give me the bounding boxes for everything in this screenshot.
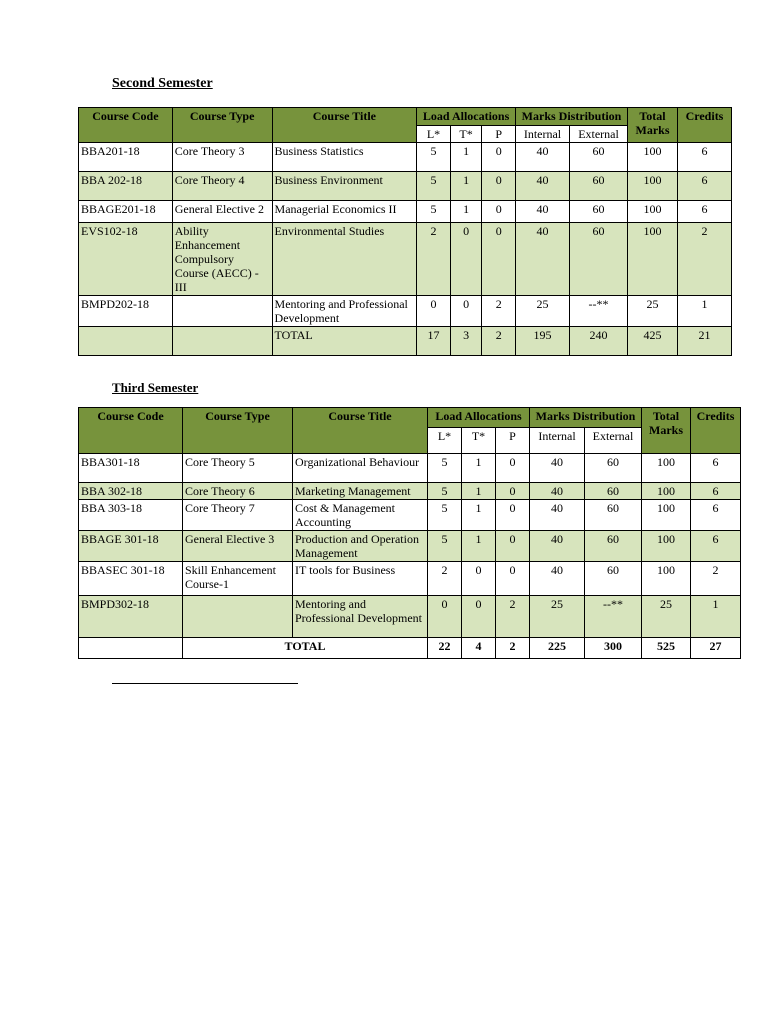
course-title: IT tools for Business	[293, 562, 428, 596]
internal-marks: 25	[516, 296, 570, 327]
practical-hours: 2	[482, 296, 516, 327]
tutorial-hours: 0	[450, 223, 482, 296]
total-credits: 21	[677, 327, 731, 356]
lecture-hours: 5	[428, 500, 462, 531]
course-type	[172, 296, 272, 327]
course-title: Mentoring and Professional Development	[293, 596, 428, 638]
course-title: Managerial Economics II	[272, 201, 417, 223]
lecture-hours: 2	[428, 562, 462, 596]
internal-marks: 40	[516, 201, 570, 223]
tutorial-hours: 1	[450, 201, 482, 223]
third-semester-table	[78, 407, 741, 659]
lecture-hours: 0	[428, 596, 462, 638]
practical-hours: 0	[482, 223, 516, 296]
course-code: BBAGE 301-18	[79, 531, 183, 562]
credits: 6	[677, 143, 731, 172]
header-internal: Internal	[516, 126, 570, 143]
table-row	[79, 531, 741, 562]
header-total-marks: Total Marks	[628, 108, 678, 143]
header-row	[79, 408, 741, 428]
course-title: Marketing Management	[293, 483, 428, 500]
tutorial-hours: 1	[462, 483, 496, 500]
lecture-hours: 5	[428, 454, 462, 483]
grand-total-marks: 425	[628, 327, 678, 356]
total-marks: 100	[642, 483, 691, 500]
internal-marks: 40	[516, 143, 570, 172]
total-marks: 100	[628, 201, 678, 223]
course-type: General Elective 3	[183, 531, 293, 562]
credits: 6	[691, 500, 741, 531]
table-row	[79, 562, 741, 596]
course-title: Cost & Management Accounting	[293, 500, 428, 531]
total-marks: 100	[642, 500, 691, 531]
credits: 6	[691, 454, 741, 483]
total-marks: 100	[628, 223, 678, 296]
course-type: Core Theory 5	[183, 454, 293, 483]
course-type: Core Theory 7	[183, 500, 293, 531]
table-row	[79, 500, 741, 531]
table-row	[79, 143, 732, 172]
total-label: TOTAL	[272, 327, 417, 356]
course-type: Core Theory 6	[183, 483, 293, 500]
lecture-hours: 5	[417, 172, 451, 201]
internal-marks: 40	[530, 531, 585, 562]
external-marks: 60	[585, 531, 642, 562]
practical-hours: 0	[496, 500, 530, 531]
total-practical-hours: 2	[496, 638, 530, 659]
course-title: Business Environment	[272, 172, 417, 201]
credits: 1	[691, 596, 741, 638]
lecture-hours: 2	[417, 223, 451, 296]
lecture-hours: 5	[417, 201, 451, 223]
course-code: BBA 202-18	[79, 172, 173, 201]
header-load-allocations: Load Allocations	[428, 408, 530, 428]
course-code: EVS102-18	[79, 223, 173, 296]
table-row	[79, 223, 732, 296]
header-p: P	[496, 428, 530, 454]
header-credits: Credits	[677, 108, 731, 143]
course-type: Core Theory 4	[172, 172, 272, 201]
practical-hours: 0	[496, 531, 530, 562]
header-load-allocations: Load Allocations	[417, 108, 516, 126]
total-marks: 100	[642, 562, 691, 596]
header-course-type: Course Type	[183, 408, 293, 454]
credits: 2	[677, 223, 731, 296]
table-row	[79, 596, 741, 638]
header-course-type: Course Type	[172, 108, 272, 143]
header-row	[79, 108, 732, 126]
external-marks: 60	[585, 500, 642, 531]
course-type: Skill Enhancement Course-1	[183, 562, 293, 596]
course-code: BBA 303-18	[79, 500, 183, 531]
header-marks-distribution: Marks Distribution	[516, 108, 628, 126]
total-row	[79, 327, 732, 356]
external-marks: --**	[585, 596, 642, 638]
total-marks: 25	[628, 296, 678, 327]
header-internal: Internal	[530, 428, 585, 454]
course-code: BMPD202-18	[79, 296, 173, 327]
header-external: External	[585, 428, 642, 454]
total-empty-cell	[79, 638, 183, 659]
course-title: Environmental Studies	[272, 223, 417, 296]
internal-marks: 40	[516, 223, 570, 296]
header-course-code: Course Code	[79, 108, 173, 143]
tutorial-hours: 0	[462, 562, 496, 596]
lecture-hours: 5	[428, 483, 462, 500]
total-marks: 100	[628, 143, 678, 172]
course-type: General Elective 2	[172, 201, 272, 223]
practical-hours: 0	[496, 562, 530, 596]
header-l: L*	[428, 428, 462, 454]
header-t: T*	[462, 428, 496, 454]
table-row	[79, 454, 741, 483]
course-code: BBASEC 301-18	[79, 562, 183, 596]
total-external-marks: 240	[569, 327, 627, 356]
practical-hours: 0	[482, 201, 516, 223]
total-empty-cell	[79, 327, 173, 356]
credits: 1	[677, 296, 731, 327]
course-code: BBAGE201-18	[79, 201, 173, 223]
table-row	[79, 172, 732, 201]
second-semester-table	[78, 107, 732, 356]
header-t: T*	[450, 126, 482, 143]
lecture-hours: 0	[417, 296, 451, 327]
course-title: Business Statistics	[272, 143, 417, 172]
course-type: Ability Enhancement Compulsory Course (AECC) - III	[172, 223, 272, 296]
total-credits: 27	[691, 638, 741, 659]
tutorial-hours: 0	[462, 596, 496, 638]
credits: 6	[691, 483, 741, 500]
table-row	[79, 296, 732, 327]
total-marks: 25	[642, 596, 691, 638]
credits: 2	[691, 562, 741, 596]
practical-hours: 0	[496, 454, 530, 483]
total-row	[79, 638, 741, 659]
tutorial-hours: 1	[462, 500, 496, 531]
header-credits: Credits	[691, 408, 741, 454]
course-code: BBA301-18	[79, 454, 183, 483]
credits: 6	[677, 172, 731, 201]
third-semester-heading: Third Semester	[112, 380, 199, 395]
external-marks: --**	[569, 296, 627, 327]
total-internal-marks: 225	[530, 638, 585, 659]
footnote-divider	[112, 683, 298, 684]
course-title: Mentoring and Professional Development	[272, 296, 417, 327]
header-p: P	[482, 126, 516, 143]
practical-hours: 0	[482, 143, 516, 172]
course-code: BBA 302-18	[79, 483, 183, 500]
header-total-marks: Total Marks	[642, 408, 691, 454]
course-title: Production and Operation Management	[293, 531, 428, 562]
second-semester-heading: Second Semester	[112, 76, 213, 91]
table-row	[79, 201, 732, 223]
credits: 6	[691, 531, 741, 562]
external-marks: 60	[569, 223, 627, 296]
total-label: TOTAL	[183, 638, 428, 659]
external-marks: 60	[569, 143, 627, 172]
total-lecture-hours: 22	[428, 638, 462, 659]
total-empty-cell	[172, 327, 272, 356]
practical-hours: 2	[496, 596, 530, 638]
header-external: External	[569, 126, 627, 143]
total-marks: 100	[642, 531, 691, 562]
header-marks-distribution: Marks Distribution	[530, 408, 642, 428]
course-code: BBA201-18	[79, 143, 173, 172]
internal-marks: 40	[530, 483, 585, 500]
external-marks: 60	[569, 172, 627, 201]
practical-hours: 0	[496, 483, 530, 500]
practical-hours: 0	[482, 172, 516, 201]
total-external-marks: 300	[585, 638, 642, 659]
external-marks: 60	[585, 483, 642, 500]
total-practical-hours: 2	[482, 327, 516, 356]
grand-total-marks: 525	[642, 638, 691, 659]
tutorial-hours: 0	[450, 296, 482, 327]
lecture-hours: 5	[417, 143, 451, 172]
header-course-code: Course Code	[79, 408, 183, 454]
lecture-hours: 5	[428, 531, 462, 562]
external-marks: 60	[585, 454, 642, 483]
internal-marks: 40	[530, 500, 585, 531]
header-course-title: Course Title	[272, 108, 417, 143]
course-title: Organizational Behaviour	[293, 454, 428, 483]
total-tutorial-hours: 3	[450, 327, 482, 356]
header-course-title: Course Title	[293, 408, 428, 454]
internal-marks: 25	[530, 596, 585, 638]
external-marks: 60	[569, 201, 627, 223]
internal-marks: 40	[516, 172, 570, 201]
header-l: L*	[417, 126, 451, 143]
table-row	[79, 483, 741, 500]
total-marks: 100	[642, 454, 691, 483]
course-type	[183, 596, 293, 638]
tutorial-hours: 1	[450, 172, 482, 201]
total-marks: 100	[628, 172, 678, 201]
tutorial-hours: 1	[450, 143, 482, 172]
course-type: Core Theory 3	[172, 143, 272, 172]
tutorial-hours: 1	[462, 531, 496, 562]
internal-marks: 40	[530, 562, 585, 596]
external-marks: 60	[585, 562, 642, 596]
total-lecture-hours: 17	[417, 327, 451, 356]
internal-marks: 40	[530, 454, 585, 483]
course-code: BMPD302-18	[79, 596, 183, 638]
total-tutorial-hours: 4	[462, 638, 496, 659]
credits: 6	[677, 201, 731, 223]
tutorial-hours: 1	[462, 454, 496, 483]
total-internal-marks: 195	[516, 327, 570, 356]
